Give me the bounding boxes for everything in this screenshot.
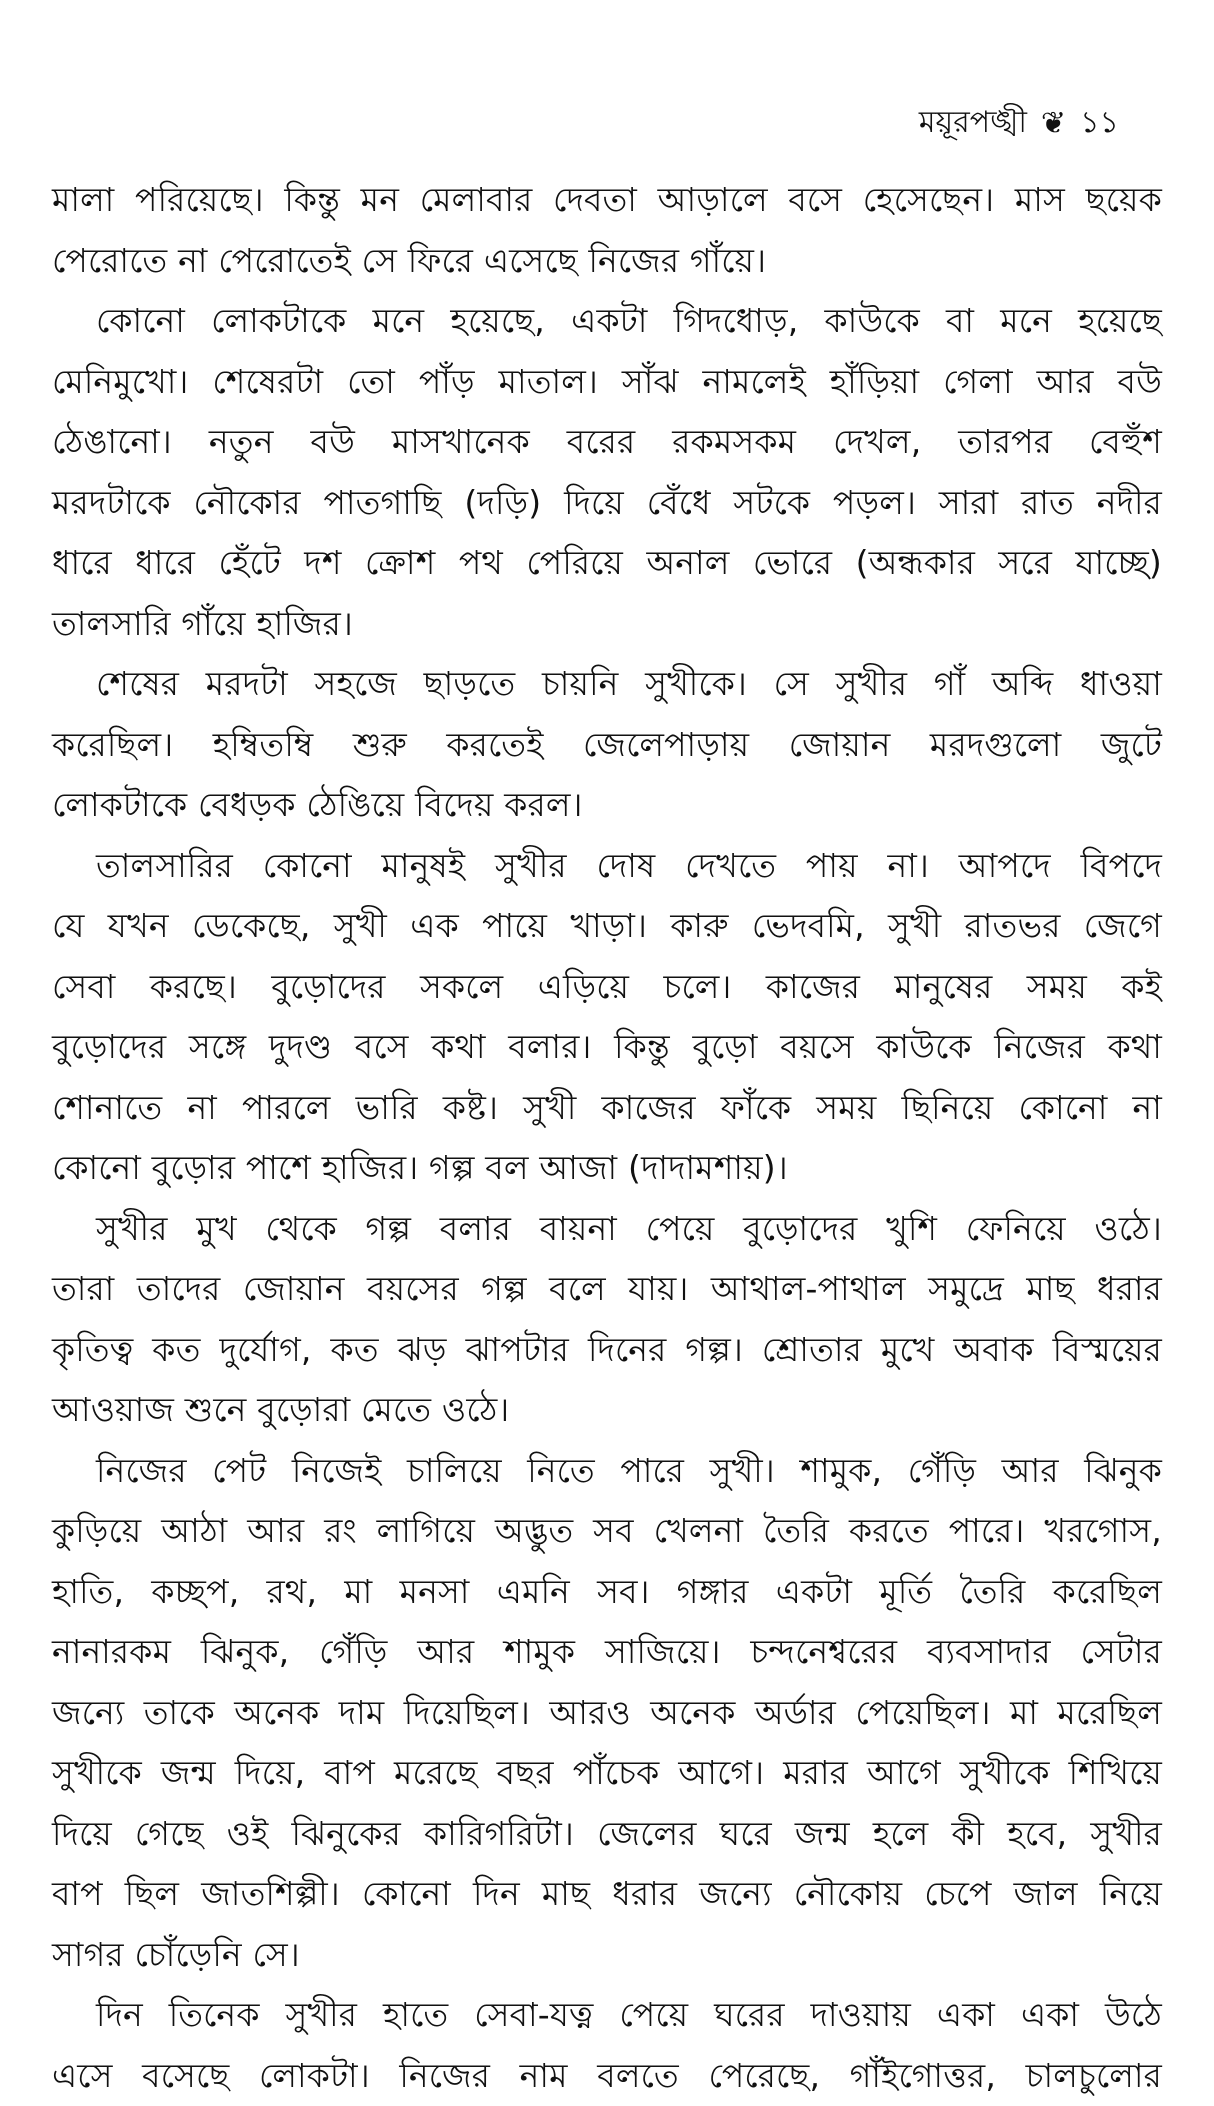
text-line: ধারে ধারে হেঁটে দশ ক্রোশ পথ পেরিয়ে অনাল ভোরে (অন্ধকার সরে যাচ্ছে) xyxy=(52,533,1162,594)
text-line: নিজের পেট নিজেই চালিয়ে নিতে পারে সুখী। শামুক, গেঁড়ি আর ঝিনুক xyxy=(52,1441,1162,1502)
text-line: নানারকম ঝিনুক, গেঁড়ি আর শামুক সাজিয়ে। চন্দনেশ্বরের ব্যবসাদার সেটার xyxy=(52,1622,1162,1683)
running-header xyxy=(919,98,1119,149)
page-number: ১১ xyxy=(1080,98,1119,149)
text-line: হাতি, কচ্ছপ, রথ, মা মনসা এমনি সব। গঙ্গার একটা মূর্তি তৈরি করেছিল xyxy=(52,1562,1162,1623)
text-line: জন্যে তাকে অনেক দাম দিয়েছিল। আরও অনেক অর্ডার পেয়েছিল। মা মরেছিল xyxy=(52,1683,1162,1744)
text-line: বুড়োদের সঙ্গে দুদণ্ড বসে কথা বলার। কিন্তু বুড়ো বয়সে কাউকে নিজের কথা xyxy=(52,1017,1162,1078)
text-line: এসে বসেছে লোকটা। নিজের নাম বলতে পেরেছে, গাঁইগোত্তর, চালচুলোর xyxy=(52,2046,1162,2106)
text-line: বাপ ছিল জাতশিল্পী। কোনো দিন মাছ ধরার জন্যে নৌকোয় চেপে জাল নিয়ে xyxy=(52,1864,1162,1925)
text-line: দিয়ে গেছে ওই ঝিনুকের কারিগরিটা। জেলের ঘরে জন্ম হলে কী হবে, সুখীর xyxy=(52,1804,1162,1865)
text-line: সেবা করছে। বুড়োদের সকলে এড়িয়ে চলে। কাজের মানুষের সময় কই xyxy=(52,957,1162,1018)
text-line: যে যখন ডেকেছে, সুখী এক পায়ে খাড়া। কারু ভেদবমি, সুখী রাতভর জেগে xyxy=(52,896,1162,957)
text-line: লোকটাকে বেধড়ক ঠেঙিয়ে বিদেয় করল। xyxy=(52,775,1162,836)
text-line: আওয়াজ শুনে বুড়োরা মেতে ওঠে। xyxy=(52,1380,1162,1441)
text-line: পেরোতে না পেরোতেই সে ফিরে এসেছে নিজের গাঁয়ে। xyxy=(52,231,1162,292)
text-line: কোনো লোকটাকে মনে হয়েছে, একটা গিদধোড়, কাউকে বা মনে হয়েছে xyxy=(52,291,1162,352)
text-line: কৃতিত্ব কত দুর্যোগ, কত ঝড় ঝাপটার দিনের গল্প। শ্রোতার মুখে অবাক বিস্ময়ের xyxy=(52,1320,1162,1381)
text-line: দিন তিনেক সুখীর হাতে সেবা-যত্ন পেয়ে ঘরের দাওয়ায় একা একা উঠে xyxy=(52,1985,1162,2046)
text-line: তারা তাদের জোয়ান বয়সের গল্প বলে যায়। আথাল-পাথাল সমুদ্রে মাছ ধরার xyxy=(52,1259,1162,1320)
text-line: করেছিল। হম্বিতম্বি শুরু করতেই জেলেপাড়ায় জোয়ান মরদগুলো জুটে xyxy=(52,715,1162,776)
book-title: ময়ূরপঙ্খী xyxy=(919,98,1027,149)
page-body xyxy=(52,170,1162,2106)
fleuron-icon: ❦ xyxy=(1041,106,1066,141)
text-line: শেষের মরদটা সহজে ছাড়তে চায়নি সুখীকে। সে সুখীর গাঁ অব্দি ধাওয়া xyxy=(52,654,1162,715)
text-line: কোনো বুড়োর পাশে হাজির। গল্প বল আজা (দাদামশায়)। xyxy=(52,1138,1162,1199)
text-line: মরদটাকে নৌকোর পাতগাছি (দড়ি) দিয়ে বেঁধে সটকে পড়ল। সারা রাত নদীর xyxy=(52,473,1162,534)
text-line: সুখীর মুখ থেকে গল্প বলার বায়না পেয়ে বুড়োদের খুশি ফেনিয়ে ওঠে। xyxy=(52,1199,1162,1260)
text-line: মেনিমুখো। শেষেরটা তো পাঁড় মাতাল। সাঁঝ নামলেই হাঁড়িয়া গেলা আর বউ xyxy=(52,352,1162,413)
text-line: শোনাতে না পারলে ভারি কষ্ট। সুখী কাজের ফাঁকে সময় ছিনিয়ে কোনো না xyxy=(52,1078,1162,1139)
text-line: মালা পরিয়েছে। কিন্তু মন মেলাবার দেবতা আড়ালে বসে হেসেছেন। মাস ছয়েক xyxy=(52,170,1162,231)
text-line: সুখীকে জন্ম দিয়ে, বাপ মরেছে বছর পাঁচেক আগে। মরার আগে সুখীকে শিখিয়ে xyxy=(52,1743,1162,1804)
text-line: কুড়িয়ে আঠা আর রং লাগিয়ে অদ্ভুত সব খেলনা তৈরি করতে পারে। খরগোস, xyxy=(52,1501,1162,1562)
text-line: তালসারি গাঁয়ে হাজির। xyxy=(52,594,1162,655)
text-line: ঠেঙানো। নতুন বউ মাসখানেক বরের রকমসকম দেখল, তারপর বেহুঁশ xyxy=(52,412,1162,473)
text-line: সাগর চোঁড়েনি সে। xyxy=(52,1925,1162,1986)
text-line: তালসারির কোনো মানুষই সুখীর দোষ দেখতে পায় না। আপদে বিপদে xyxy=(52,836,1162,897)
